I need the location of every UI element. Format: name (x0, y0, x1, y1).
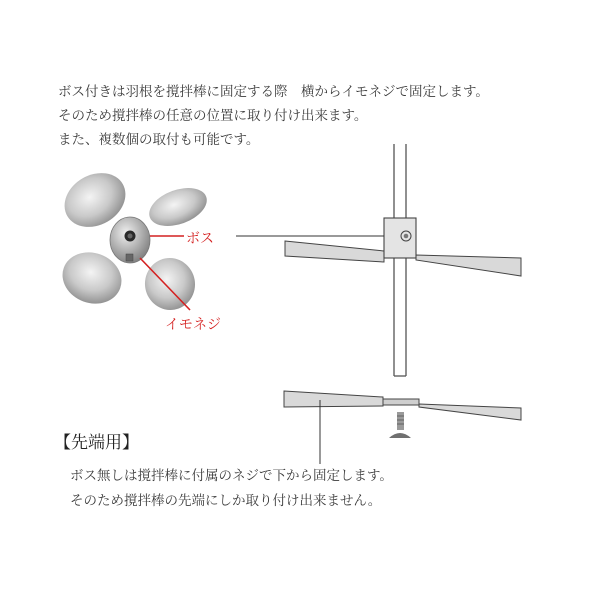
boss-blade-right (416, 255, 521, 276)
description-line-1: ボス付きは羽根を撹拌棒に固定する際 横からイモネジで固定します。 (58, 84, 489, 100)
tip-blade-right (419, 404, 521, 420)
setscrew (126, 254, 133, 261)
tip-blade-left (284, 391, 383, 407)
tip-screw (389, 412, 411, 438)
propeller-blade-top-right (144, 181, 212, 233)
boss-label: ボス (186, 231, 214, 247)
setscrew-label: イモネジ (165, 317, 221, 333)
tip-description-line-2: そのため撹拌棒の先端にしか取り付け出来ません。 (70, 493, 382, 509)
description-line-2: そのため撹拌棒の任意の位置に取り付け出来ます。 (58, 108, 368, 124)
boss-block (384, 218, 416, 258)
boss-blade-left (285, 241, 384, 262)
tip-description-line-1: ボス無しは撹拌棒に付属のネジで下から固定します。 (70, 468, 393, 484)
description-line-3: また、複数個の取付も可能です。 (58, 132, 260, 148)
tip-section-heading: 【先端用】 (54, 433, 139, 453)
tip-center-plate (383, 399, 419, 405)
propeller-blade-bottom-right (141, 254, 199, 314)
tip-type-drawing (284, 391, 521, 464)
boss-type-drawing (236, 144, 521, 376)
